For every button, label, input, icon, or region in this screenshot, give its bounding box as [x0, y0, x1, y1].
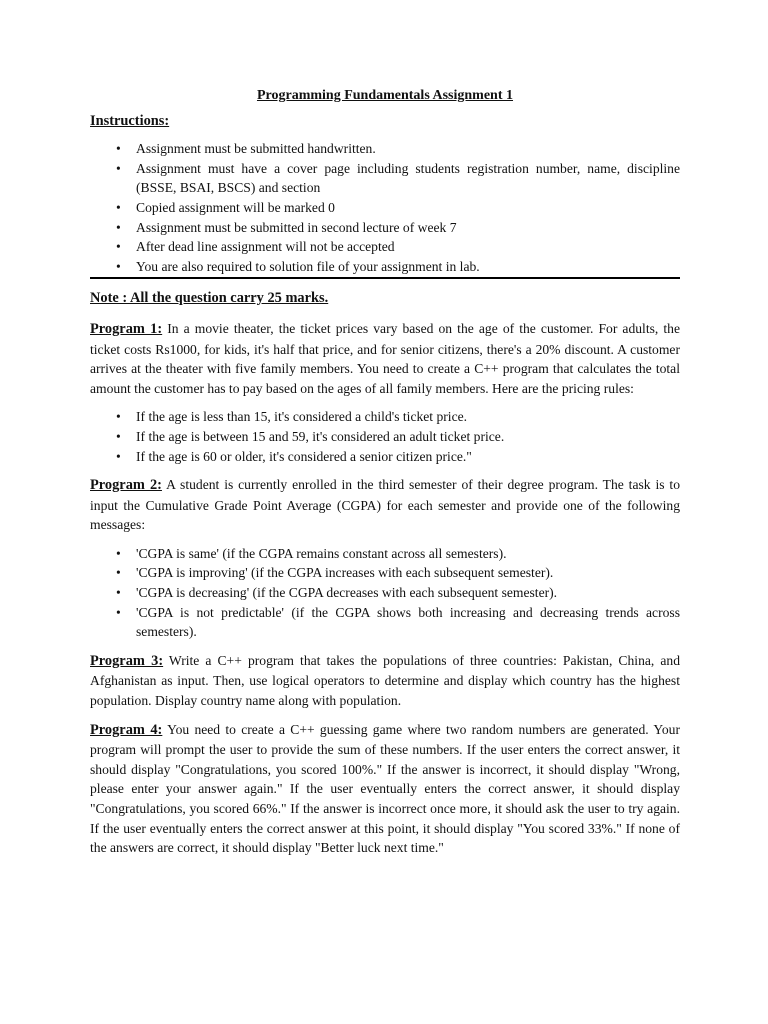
- bullet-icon: •: [116, 409, 121, 425]
- program-2-text: Program 2: A student is currently enrolled in the third semester of their degree program. The task is to input the Cumulative Grade Point Average (CGPA) for each semester and provide one of the following messages:: [90, 477, 680, 533]
- marks-note: Note : All the question carry 25 marks.: [90, 290, 329, 307]
- list-item: • Assignment must be submitted in second lecture of week 7: [90, 218, 680, 238]
- program-3-section: [90, 651, 680, 711]
- cgpa-messages-list: [90, 544, 680, 642]
- bullet-icon: •: [116, 565, 121, 581]
- list-item: • 'CGPA is same' (if the CGPA remains constant across all semesters).: [90, 544, 680, 564]
- program-2-section: [90, 475, 680, 535]
- list-item: • 'CGPA is decreasing' (if the CGPA decreases with each subsequent semester).: [90, 583, 680, 603]
- instructions-list: [90, 139, 680, 276]
- bullet-icon: •: [116, 604, 121, 620]
- list-item: • 'CGPA is improving' (if the CGPA increases with each subsequent semester).: [90, 563, 680, 583]
- list-item: • If the age is less than 15, it's considered a child's ticket price.: [90, 407, 680, 427]
- program-3-label: Program 3:: [90, 652, 164, 669]
- bullet-icon: •: [116, 160, 121, 176]
- list-item: • If the age is 60 or older, it's considered a senior citizen price.": [90, 447, 680, 467]
- bullet-icon: •: [116, 258, 121, 274]
- bullet-icon: •: [116, 141, 121, 157]
- document-page: [90, 86, 680, 867]
- bullet-icon: •: [116, 219, 121, 235]
- list-item: • 'CGPA is not predictable' (if the CGPA shows both increasing and decreasing trends across semesters).: [116, 604, 680, 640]
- program-4-label: Program 4:: [90, 721, 163, 738]
- list-item: • Assignment must have a cover page including students registration number, name, discipline (BSSE, BSAI, BSCS) and section: [116, 160, 680, 196]
- bullet-icon: •: [116, 545, 121, 561]
- bullet-icon: •: [116, 448, 121, 464]
- list-item: • If the age is between 15 and 59, it's considered an adult ticket price.: [90, 427, 680, 447]
- bullet-icon: •: [116, 239, 121, 255]
- program-4-section: [90, 720, 680, 858]
- program-1-section: [90, 319, 680, 398]
- pricing-rules-list: [90, 407, 680, 466]
- list-item: • Assignment must be submitted handwritten.: [90, 139, 680, 159]
- program-1-text: Program 1: In a movie theater, the ticket prices vary based on the age of the customer. For adults, the ticket costs Rs1000, for kids, it's half that price, and for senior citizens, there's a 20% discount. A customer arrives at the theater with five family members. You need to create a C++ program that calculates the total amount the customer has to pay based on the ages of all family members. Here are the pricing rules:: [90, 320, 680, 396]
- page-title: Programming Fundamentals Assignment 1: [256, 88, 514, 103]
- divider: [90, 277, 680, 279]
- bullet-icon: •: [116, 428, 121, 444]
- program-3-text: Program 3: Write a C++ program that takes the populations of three countries: Pakistan, China, and Afghanistan as input. Then, use logical operators to determine and display which country has the highest population. Display country name along with population.: [90, 652, 680, 709]
- program-1-label: Program 1:: [90, 320, 163, 337]
- list-item: • You are also required to solution file of your assignment in lab.: [90, 257, 680, 277]
- program-2-label: Program 2:: [90, 477, 162, 494]
- bullet-icon: •: [116, 585, 121, 601]
- program-4-text: Program 4: You need to create a C++ guessing game where two random numbers are generated. Your program will prompt the user to provide the sum of these numbers. If the user enters the correct answer, it should display "Congratulations, you scored 100%." If the answer is incorrect, it should display "Wrong, please enter your answer again." If the user eventually enters the correct answer, it should display "Congratulations, you scored 66%." If the answer is incorrect once more, it should ask the user to try again. If the user eventually enters the correct answer at this point, it should display "You scored 33%." If none of the answers are correct, it should display "Better luck next time.": [90, 721, 680, 856]
- instructions-heading: Instructions:: [90, 112, 170, 129]
- list-item: • After dead line assignment will not be accepted: [90, 237, 680, 257]
- list-item: • Copied assignment will be marked 0: [90, 198, 680, 218]
- bullet-icon: •: [116, 199, 121, 215]
